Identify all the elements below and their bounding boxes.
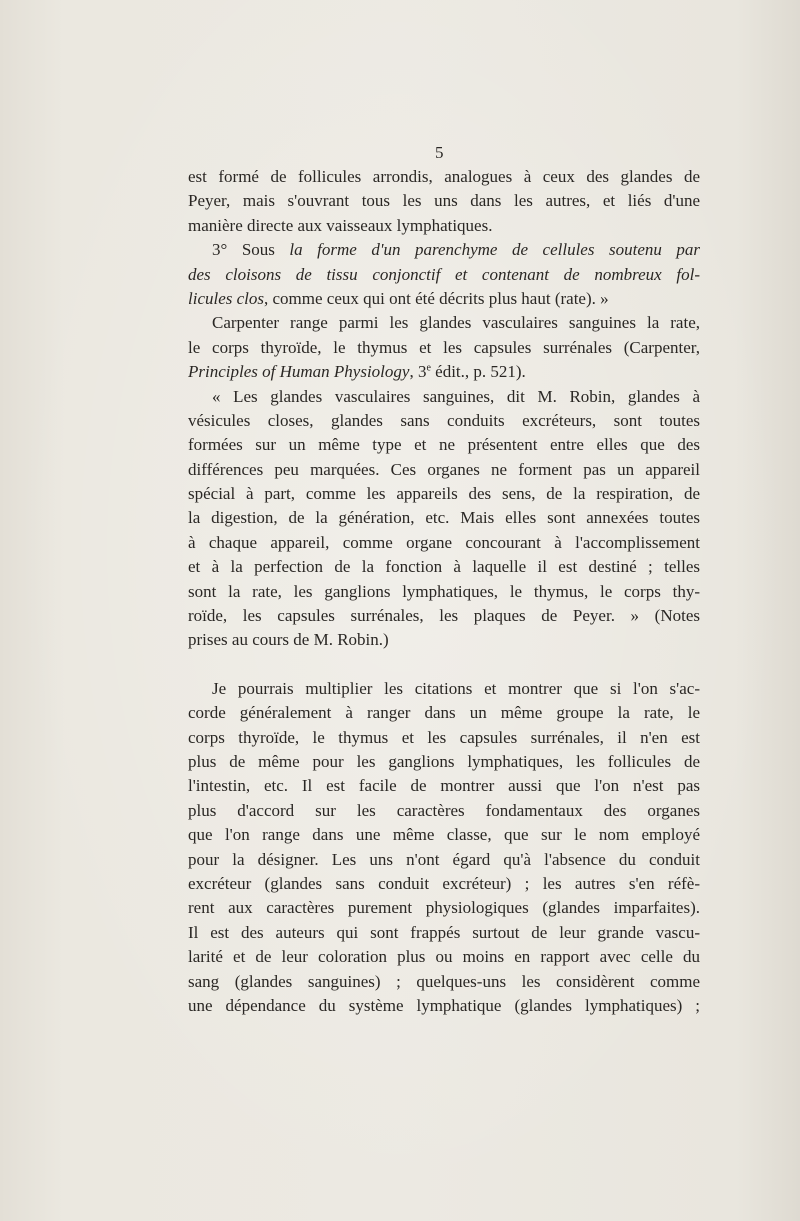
paragraph <box>188 238 700 311</box>
italic-text: licules clos <box>188 288 265 308</box>
paragraph <box>188 677 700 1018</box>
text-line <box>188 287 700 311</box>
text-line: spécial à part, comme les appareils des sens, de la respiration, de <box>188 484 700 504</box>
text-line <box>188 263 700 287</box>
text-line: Il est des auteurs qui sont frappés surtout de leur grande vascu- <box>188 922 700 942</box>
paragraph <box>188 165 700 238</box>
page-number: 5 <box>435 143 444 162</box>
text-line: la digestion, de la génération, etc. Mais elles sont annexées toutes <box>188 508 700 528</box>
text-line: plus d'accord sur les caractères fondamentaux des organes <box>188 800 700 820</box>
text-run: , 3 <box>409 362 427 382</box>
text-line: pour la désigner. Les uns n'ont égard qu'à l'absence du conduit <box>188 849 700 869</box>
text-line: différences peu marquées. Ces organes ne forment pas un appareil <box>188 459 700 479</box>
body-text <box>188 165 700 1018</box>
text-run: , comme ceux qui ont été décrits plus haut (rate). » <box>264 288 609 308</box>
italic-text: Principles of Human Physiology <box>188 362 410 382</box>
text-line: à chaque appareil, comme organe concourant à l'accomplissement <box>188 532 700 552</box>
text-line: est formé de follicules arrondis, analogues à ceux des glandes de <box>188 167 700 186</box>
text-line <box>188 238 700 262</box>
text-line <box>188 360 700 384</box>
text-line: corps thyroïde, le thymus et les capsules surrénales, il n'en est <box>188 727 700 747</box>
text-line: sang (glandes sanguines) ; quelques-uns les considèrent comme <box>188 971 700 991</box>
italic-text: des cloisons de tissu conjonctif et contenant de nombreux fol- <box>188 264 700 284</box>
text-line: corde généralement à ranger dans un même groupe la rate, le <box>188 703 700 723</box>
paragraph <box>188 385 700 653</box>
text-run: édit., p. 521). <box>430 362 526 382</box>
text-line: larité et de leur coloration plus ou moins en rapport avec celle du <box>188 947 700 967</box>
text-line: l'intestin, etc. Il est facile de montrer aussi que l'on n'est pas <box>188 776 700 796</box>
text-line: le corps thyroïde, le thymus et les capsules surrénales (Carpenter, <box>188 337 700 357</box>
paragraph-gap <box>188 653 700 677</box>
text-line: sont la rate, les ganglions lymphatiques, le thymus, le corps thy- <box>188 581 700 601</box>
text-line: et à la perfection de la fonction à laquelle il est destiné ; telles <box>188 557 700 577</box>
text-line: plus de même pour les ganglions lymphatiques, les follicules de <box>188 751 700 771</box>
text-line: roïde, les capsules surrénales, les plaques de Peyer. » (Notes <box>188 606 700 626</box>
text-line: une dépendance du système lymphatique (glandes lymphatiques) ; <box>188 995 700 1015</box>
text-line: Carpenter range parmi les glandes vasculaires sanguines la rate, <box>212 313 700 333</box>
superscript: e <box>426 362 431 374</box>
italic-text: la forme d'un parenchyme de cellules soutenu par <box>289 240 700 260</box>
text-line: vésicules closes, glandes sans conduits excréteurs, sont toutes <box>188 410 700 430</box>
text-line: prises au cours de M. Robin.) <box>188 630 389 650</box>
paragraph <box>188 311 700 384</box>
text-line: Peyer, mais s'ouvrant tous les uns dans les autres, et liés d'une <box>188 191 700 211</box>
text-run: 3° Sous <box>212 240 290 260</box>
text-line: excréteur (glandes sans conduit excréteur) ; les autres s'en réfè- <box>188 873 700 893</box>
text-line: « Les glandes vasculaires sanguines, dit M. Robin, glandes à <box>212 386 700 406</box>
text-line: formées sur un même type et ne présentent entre elles que des <box>188 435 700 455</box>
text-line: manière directe aux vaisseaux lymphatiques. <box>188 215 493 235</box>
text-line: que l'on range dans une même classe, que sur le nom employé <box>188 825 700 845</box>
text-line: rent aux caractères purement physiologiques (glandes imparfaites). <box>188 898 700 918</box>
text-line: Je pourrais multiplier les citations et montrer que si l'on s'ac- <box>212 678 700 698</box>
